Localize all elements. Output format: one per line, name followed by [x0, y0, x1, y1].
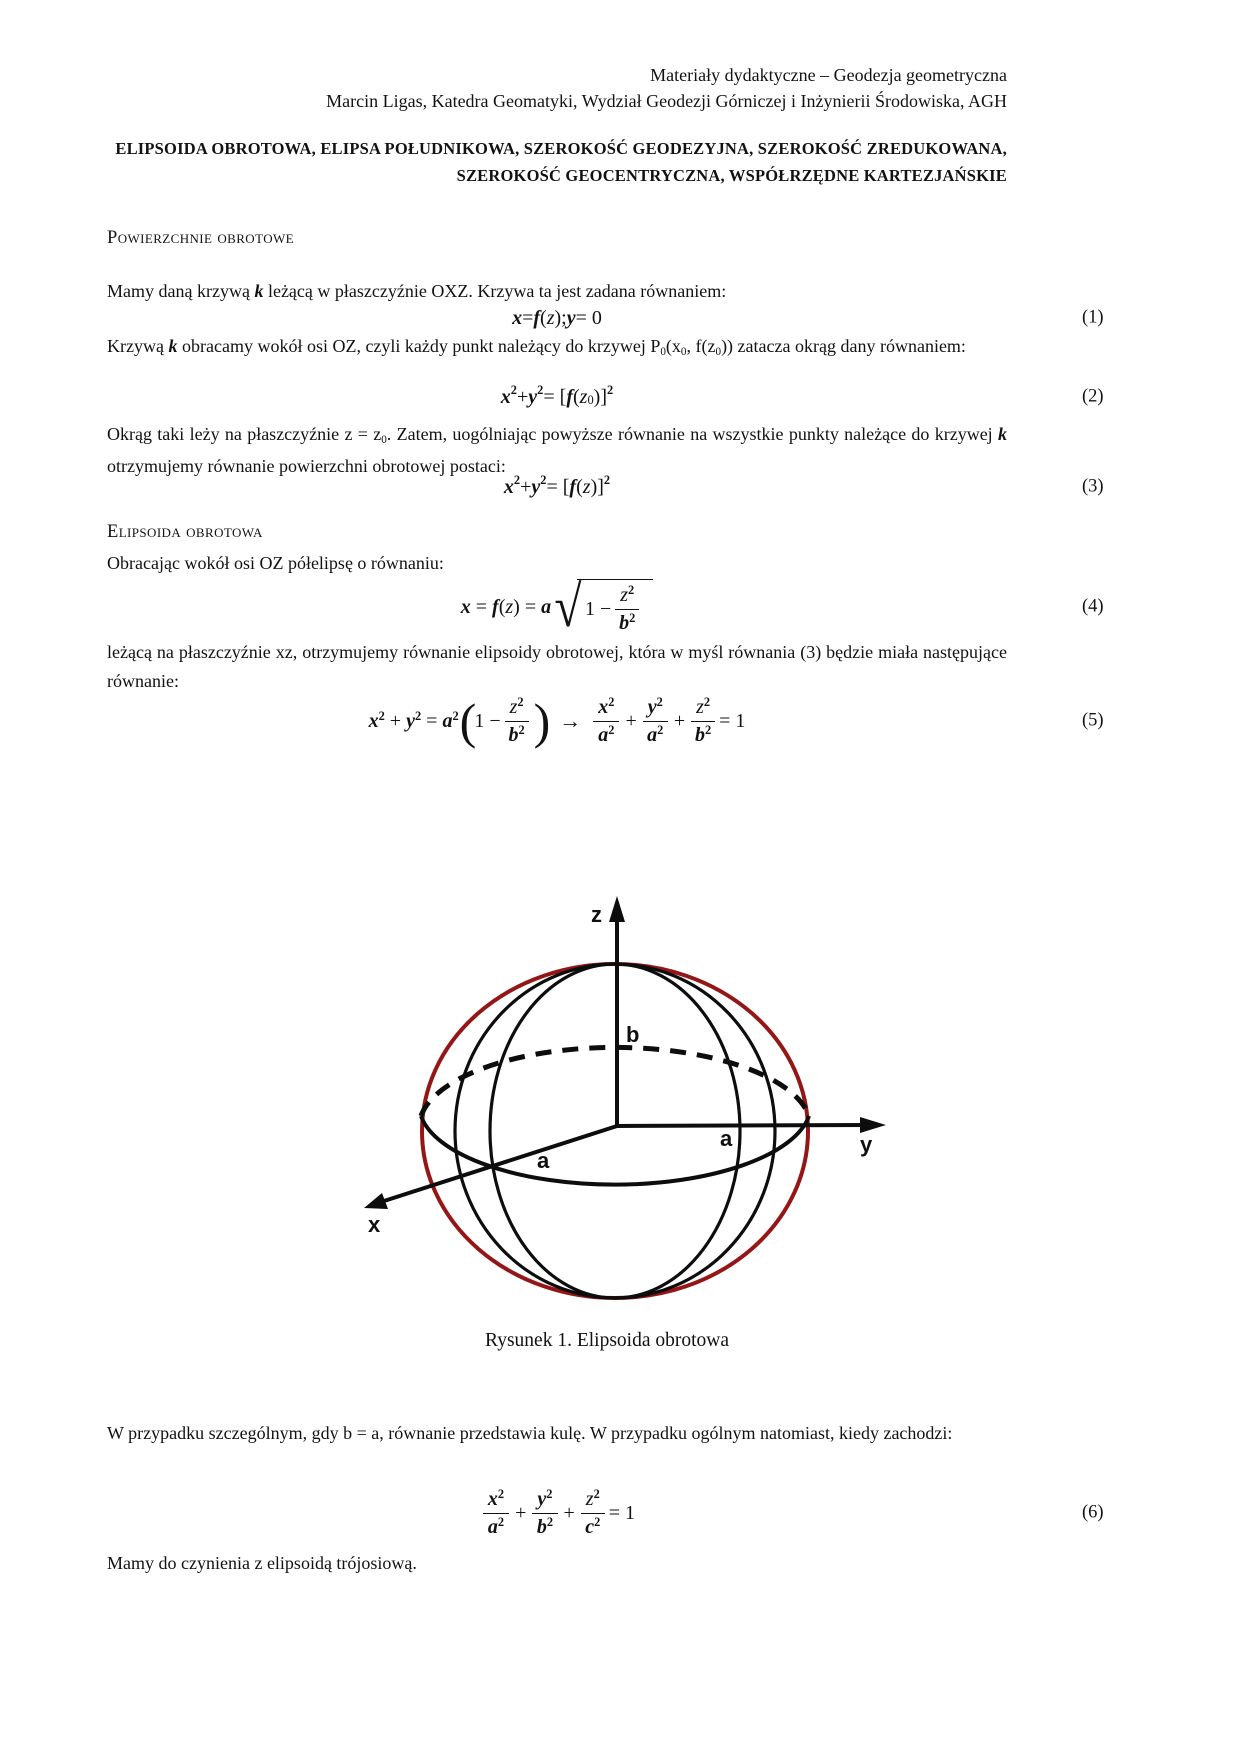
header-line-2: Marcin Ligas, Katedra Geomatyki, Wydział Geodezji Górniczej i Inżynierii Środowiska, AGH [326, 91, 1007, 111]
paragraph-7: Mamy do czynienia z elipsoidą trójosiową. [107, 1553, 417, 1573]
equation-3-body: x 2 + y 2 = [ f ( z )] 2 [503, 472, 611, 498]
paren-prefix: 1 − [474, 709, 501, 732]
y-axis [617, 1125, 868, 1126]
equation-1-number: (1) [1082, 307, 1104, 328]
equation-3-number: (3) [1082, 476, 1104, 497]
radical: √ 1 − $\frac{z^2}{b^2}$ [552, 579, 653, 635]
equation-1 [107, 302, 1104, 334]
plus-sign: + [673, 709, 686, 732]
plus-sign: + [515, 1501, 527, 1524]
equation-4-lead: x = f(z) = a [460, 595, 552, 618]
equation-6-number: (6) [1082, 1502, 1104, 1523]
equation-4-body [460, 574, 654, 639]
fraction-y2-b2: $\frac{y^2}{b^2}$ [532, 1488, 557, 1539]
implies-arrow: → [559, 708, 582, 733]
fraction-z2-b2: $\frac{z^2}{b^2}$ [505, 696, 529, 747]
paragraph-1: Mamy daną krzywą k leżącą w płaszczyźnie OXZ. Krzywa ta jest zadana równaniem: [107, 281, 727, 301]
section-heading-powierzchnie-obrotowe: Powierzchnie obrotowe [107, 228, 294, 248]
axis-label-z: z [591, 902, 602, 927]
equation-4 [107, 574, 1104, 640]
z-axis-arrow [609, 896, 625, 922]
y-axis-arrow [860, 1117, 886, 1133]
semi-axis-label-a-x: a [537, 1148, 550, 1173]
fraction [615, 584, 639, 635]
paragraph-4: Obracając wokół osi OZ półelipsę o równaniu: [107, 553, 444, 573]
equation-5-tail: = 1 [719, 709, 746, 732]
plus-sign: + [625, 709, 637, 732]
ellipsoid-diagram [300, 880, 900, 1330]
fraction-z2-b2-rhs: $\frac{z^2}{b^2}$ [691, 696, 715, 747]
axis-label-x: x [368, 1212, 381, 1237]
x-axis [384, 1126, 617, 1201]
figure-caption: Rysunek 1. Elipsoida obrotowa [484, 1330, 730, 1351]
equation-2 [107, 376, 1104, 418]
equation-5-lead: $x^2 + y^2 = a^2$ [368, 708, 459, 732]
fraction-x2-a2: $\frac{x^2}{a^2}$ [593, 696, 619, 747]
paragraph-2: Krzywą k obracamy wokół osi OZ, czyli każdy punkt należący do krzywej P0(x0, f(z0)) zatacza okrąg dany równaniem: [107, 336, 966, 359]
equation-5 [107, 686, 1104, 756]
equation-3 [107, 466, 1104, 508]
semi-axis-label-a-y: a [720, 1126, 733, 1151]
equation-1-body: x = f ( z ); y = 0 [512, 306, 602, 329]
title-line-1: ELIPSOIDA OBROTOWA, ELIPSA POŁUDNIKOWA, SZEROKOŚĆ GEODEZYJNA, SZEROKOŚĆ ZREDUKOWANA, [115, 139, 1007, 158]
figure-ellipsoid [300, 880, 900, 1330]
fraction-y2-a2: $\frac{y^2}{a^2}$ [643, 696, 668, 747]
paragraph-3: Okrąg taki leży na płaszczyźnie z = z0. Zatem, uogólniając powyższe równanie na wszystkie punkty należące do krzywej k otrzymujemy równanie powierzchni obrotowej postaci: [107, 424, 1007, 476]
radicand-prefix: 1 − [584, 598, 612, 620]
paragraph-5: leżącą na płaszczyźnie xz, otrzymujemy równanie elipsoidy obrotowej, która w myśl równania (3) będzie miała następujące równanie: [107, 642, 1007, 691]
title-line-2: SZEROKOŚĆ GEOCENTRYCZNA, WSPÓŁRZĘDNE KARTEZJAŃSKIE [456, 166, 1007, 185]
section-heading-elipsoida-obrotowa: Elipsoida obrotowa [107, 522, 263, 542]
fraction-x2-a2: $\frac{x^2}{a^2}$ [483, 1488, 509, 1539]
semi-axis-label-b: b [626, 1022, 640, 1047]
plus-sign: + [563, 1501, 575, 1524]
x-axis-arrow [364, 1193, 388, 1209]
equation-2-number: (2) [1082, 386, 1104, 407]
equation-6-tail: = 1 [608, 1501, 636, 1524]
fraction-z2-c2: $\frac{z^2}{c^2}$ [581, 1488, 605, 1539]
equation-6 [107, 1478, 1104, 1548]
equation-4-number: (4) [1082, 596, 1104, 617]
header-line-1: Materiały dydaktyczne – Geodezja geometryczna [650, 65, 1007, 85]
equation-6-body [479, 1488, 635, 1539]
equation-5-number: (5) [1082, 710, 1104, 731]
axis-label-y: y [860, 1132, 873, 1157]
equation-2-body: x 2 + y 2 = [ f ( z 0 )] 2 [500, 382, 614, 408]
fraction-denominator: $b^2$ [619, 611, 636, 634]
paragraph-6: W przypadku szczególnym, gdy b = a, równanie przedstawia kulę. W przypadku ogólnym natomiast, kiedy zachodzi: [107, 1423, 953, 1443]
equation-5-body: $x^2 + y^2 = a^2$ ( 1 − $\frac{z^2}{b^2}$ ) → $\frac{x^2}{a^2}$ + $\frac{y^2}{a^2}$ + $\frac{z^2}{b^2}$ = 1 [368, 693, 746, 749]
fraction-numerator: $z^2$ [615, 584, 639, 610]
